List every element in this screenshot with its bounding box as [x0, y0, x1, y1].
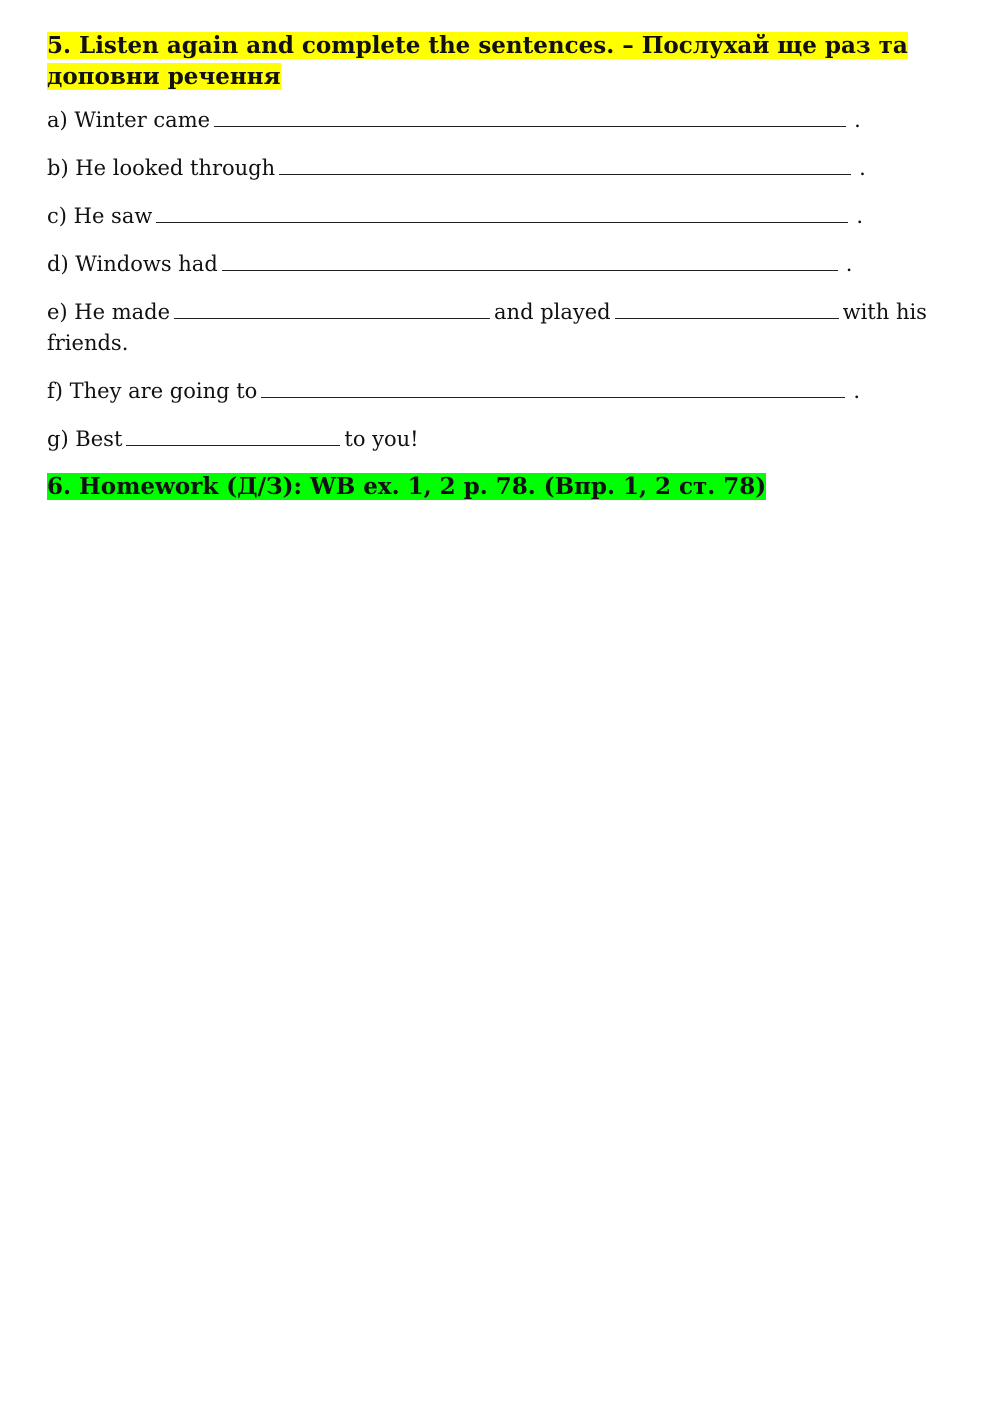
sentence-e-suffix: with his friends.: [47, 300, 927, 355]
sentence-b-prefix: b) He looked through: [47, 156, 276, 180]
sentence-g-prefix: g) Best: [47, 427, 123, 451]
sentence-a-prefix: a) Winter came: [47, 108, 211, 132]
sentence-b-blank[interactable]: [279, 152, 851, 175]
section-5-heading: [47, 30, 947, 92]
sentence-e-prefix: e) He made: [47, 300, 171, 324]
sentence-e-blank-2[interactable]: [615, 296, 839, 319]
sentence-g: [47, 423, 947, 455]
sentence-c-suffix: .: [856, 204, 864, 228]
sentence-b-suffix: .: [859, 156, 866, 180]
sentence-d-prefix: d) Windows had: [47, 252, 218, 276]
sentence-c-prefix: c) He saw: [47, 204, 153, 228]
sentence-a: [47, 104, 947, 136]
sentence-g-blank[interactable]: [126, 423, 340, 446]
sentence-c-blank[interactable]: [156, 200, 848, 223]
sentence-a-suffix: .: [854, 108, 861, 132]
sentence-d: [47, 248, 947, 280]
sentence-d-blank[interactable]: [222, 248, 838, 271]
sentence-e-middle: and played: [494, 300, 611, 324]
sentence-f-blank[interactable]: [261, 375, 845, 398]
sentence-f: [47, 375, 947, 407]
sentence-d-suffix: .: [845, 252, 853, 276]
section-5-heading-text: 5. Listen again and complete the sentences. – Послухай ще раз та доповни речення: [47, 32, 908, 90]
section-6-heading-text: 6. Homework (Д/З): WB ex. 1, 2 p. 78. (Впр. 1, 2 ст. 78): [47, 473, 767, 500]
sentence-f-suffix: .: [853, 379, 861, 403]
worksheet-page: [47, 30, 947, 502]
sentence-e: [47, 296, 947, 359]
sentence-e-blank-1[interactable]: [174, 296, 490, 319]
sentence-c: [47, 200, 947, 232]
sentence-g-suffix: to you!: [344, 427, 419, 451]
sentence-f-prefix: f) They are going to: [47, 379, 258, 403]
sentence-a-blank[interactable]: [214, 104, 846, 127]
sentence-b: [47, 152, 947, 184]
section-6-heading: [47, 471, 766, 502]
